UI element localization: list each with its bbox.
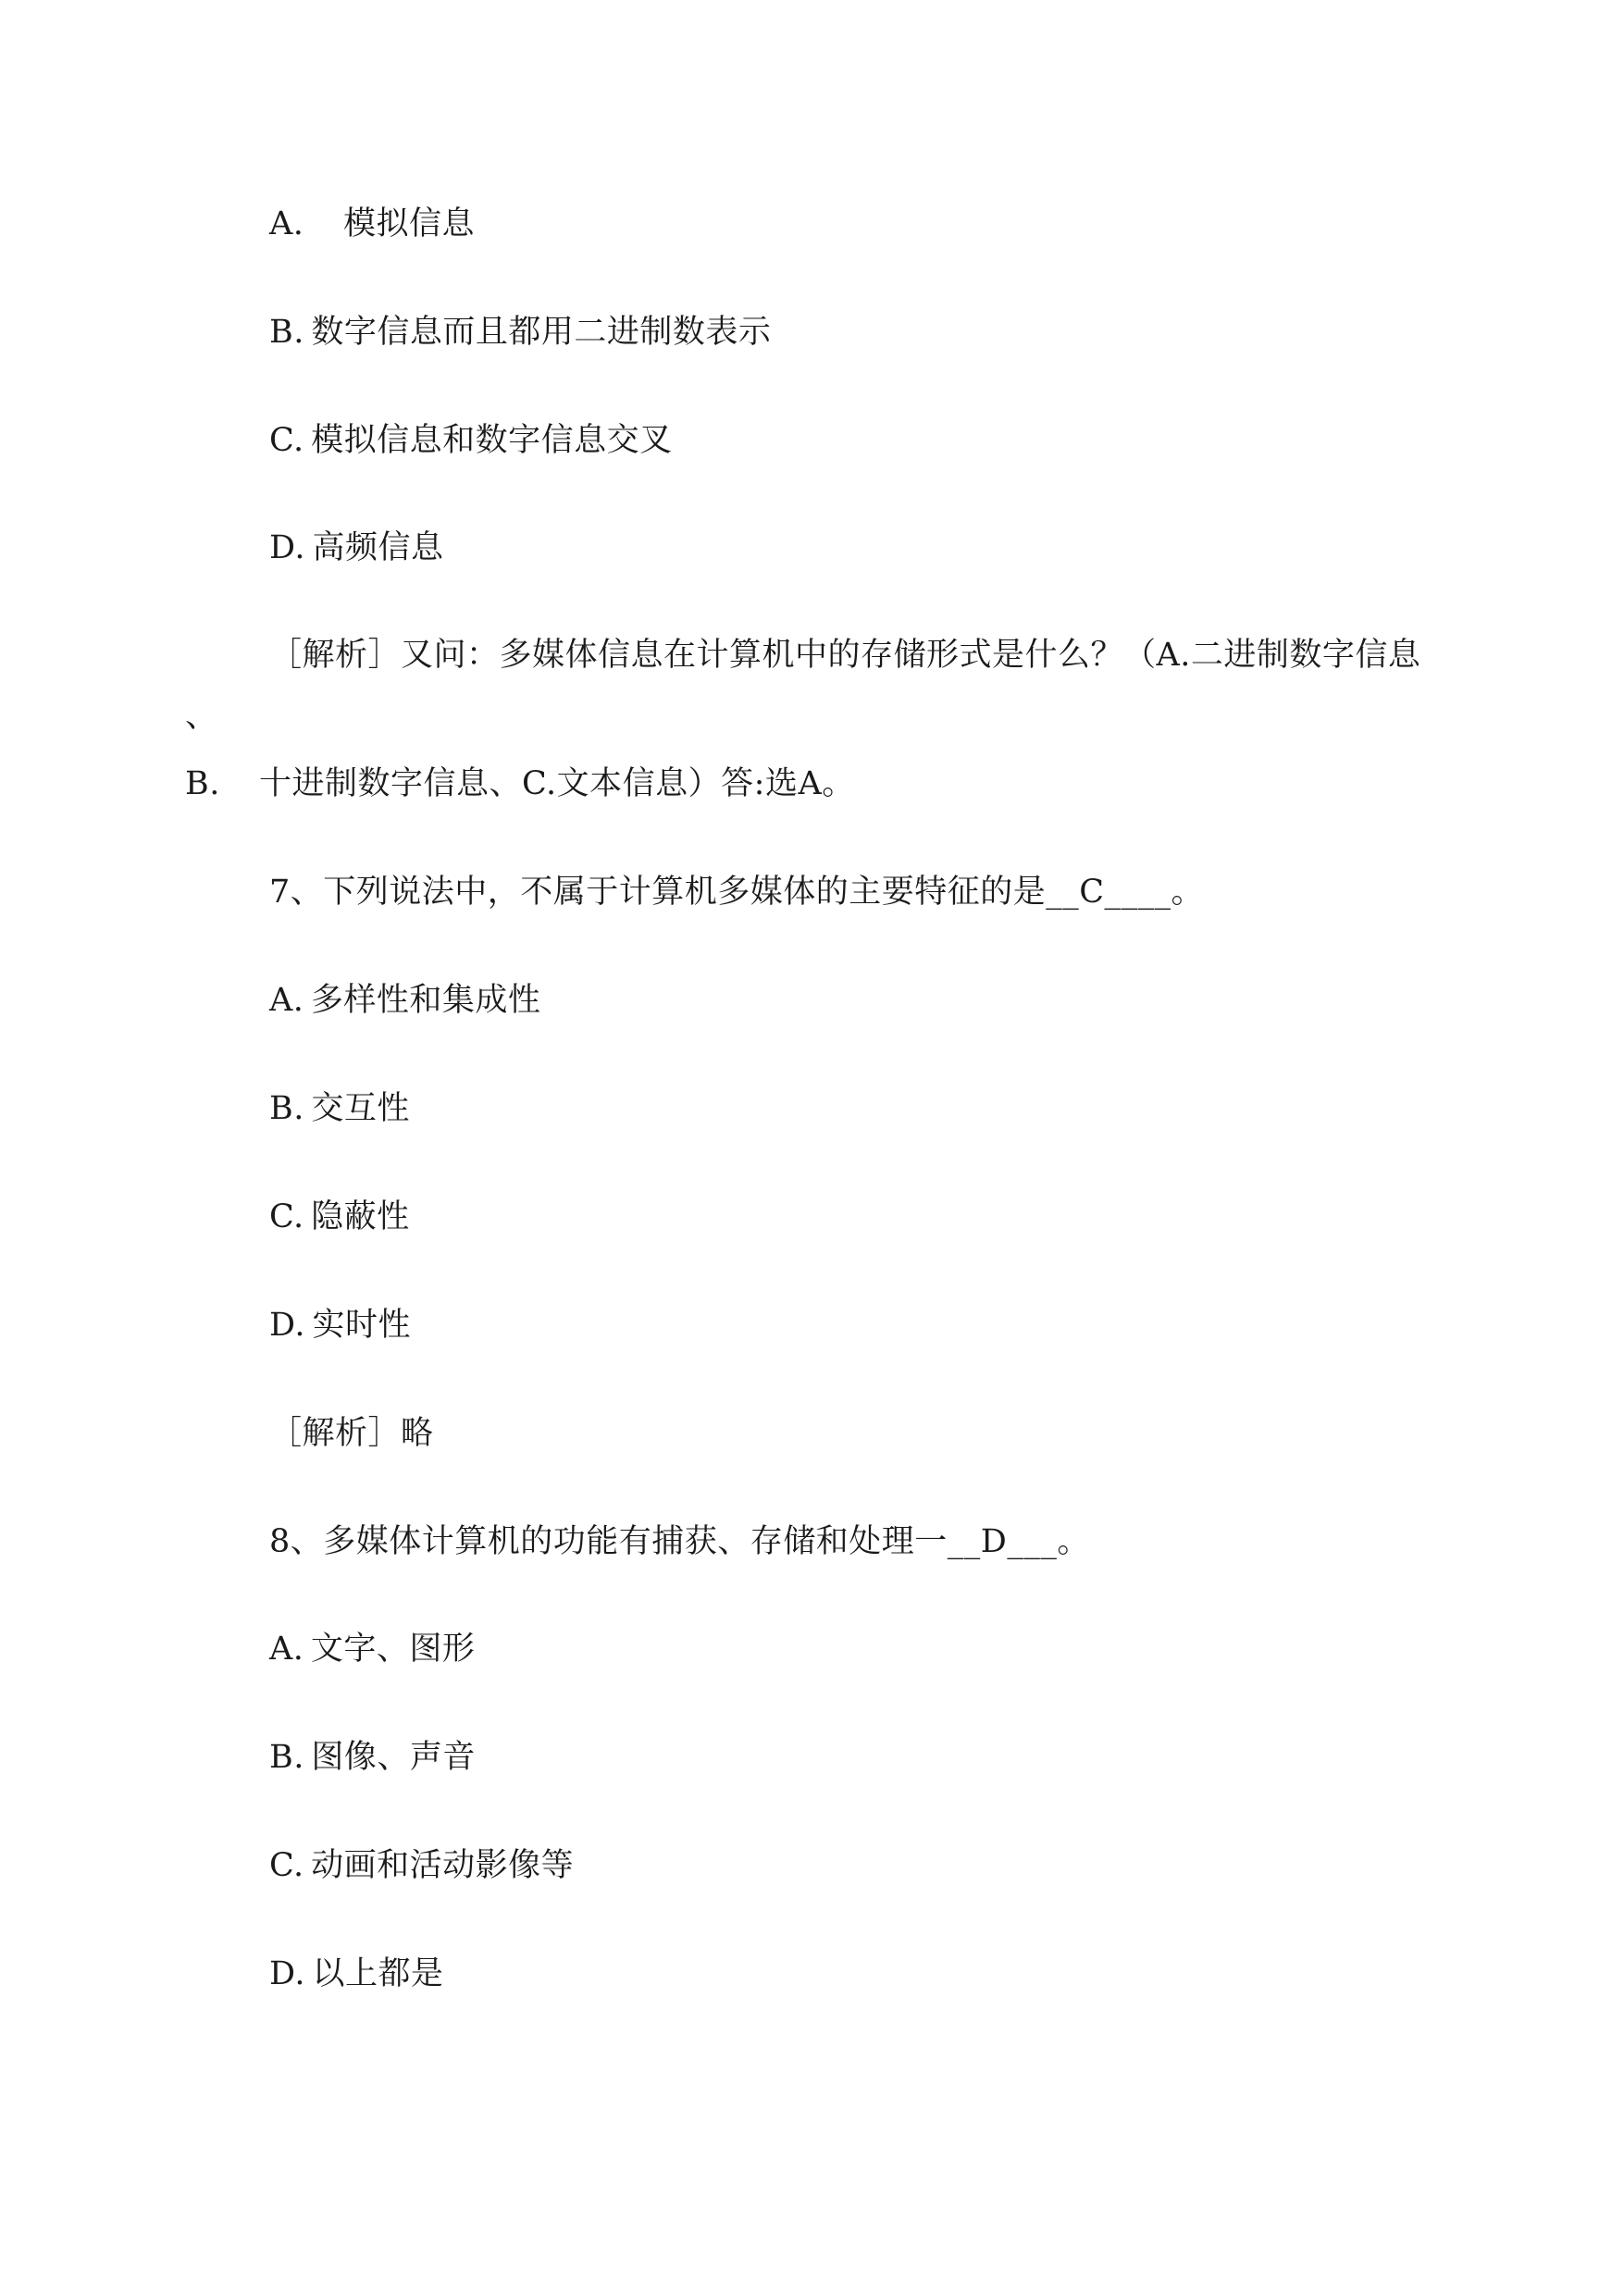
option-text: 高频信息 [312,529,444,566]
option-label: B. [185,765,220,802]
option-text: 模拟信息 [343,205,476,242]
option-label: C. [269,422,304,459]
q8-option-c [269,1845,574,1886]
q6-option-a [269,204,475,244]
q6-analysis-break-mark: 、 [185,698,218,735]
q7-option-d [269,1305,411,1346]
q6-option-c [269,420,673,461]
q7-option-c [269,1197,410,1237]
option-label: C. [269,1847,304,1884]
q7-question: 7、下列说法中，不属于计算机多媒体的主要特征的是__C____。 [269,874,1205,911]
option-label: D. [269,529,305,566]
option-label: A. [269,1631,304,1668]
q7-option-b [269,1088,410,1129]
option-text: 图像、声音 [311,1739,476,1776]
option-label: D. [269,1955,305,1992]
option-label: A. [269,205,304,242]
option-label: B. [269,1090,304,1127]
q6-option-d [269,527,443,568]
option-text: 隐蔽性 [311,1198,410,1235]
option-text: 文字、图形 [310,1631,476,1668]
option-text: 以上都是 [312,1955,444,1992]
q8-question: 8、多媒体计算机的功能有捕获、存储和处理一__D___。 [269,1523,1090,1560]
option-label: A. [269,982,304,1019]
option-label: B. [269,1739,304,1776]
q8-option-b [269,1737,476,1778]
q6-analysis: ［解析］又问：多媒体信息在计算机中的存储形式是什么？（A.二进制数字信息 [269,637,1421,674]
option-text: 交互性 [311,1090,410,1127]
option-label: C. [269,1198,304,1235]
q6-analysis-continued [185,763,855,804]
q6-option-b [269,312,771,353]
q8-option-a [269,1629,475,1669]
option-text: 模拟信息和数字信息交叉 [311,422,673,459]
q8-option-d [269,1954,443,1994]
option-text: 动画和活动影像等 [311,1847,575,1884]
analysis-text: 十进制数字信息、C.文本信息）答:选A。 [259,765,855,802]
option-text: 实时性 [312,1307,411,1344]
q7-analysis: ［解析］略 [269,1415,434,1452]
q7-option-a [269,980,540,1021]
option-text: 多样性和集成性 [310,982,541,1019]
option-label: B. [269,314,304,351]
option-label: D. [269,1307,305,1344]
option-text: 数字信息而且都用二进制数表示 [311,314,772,351]
